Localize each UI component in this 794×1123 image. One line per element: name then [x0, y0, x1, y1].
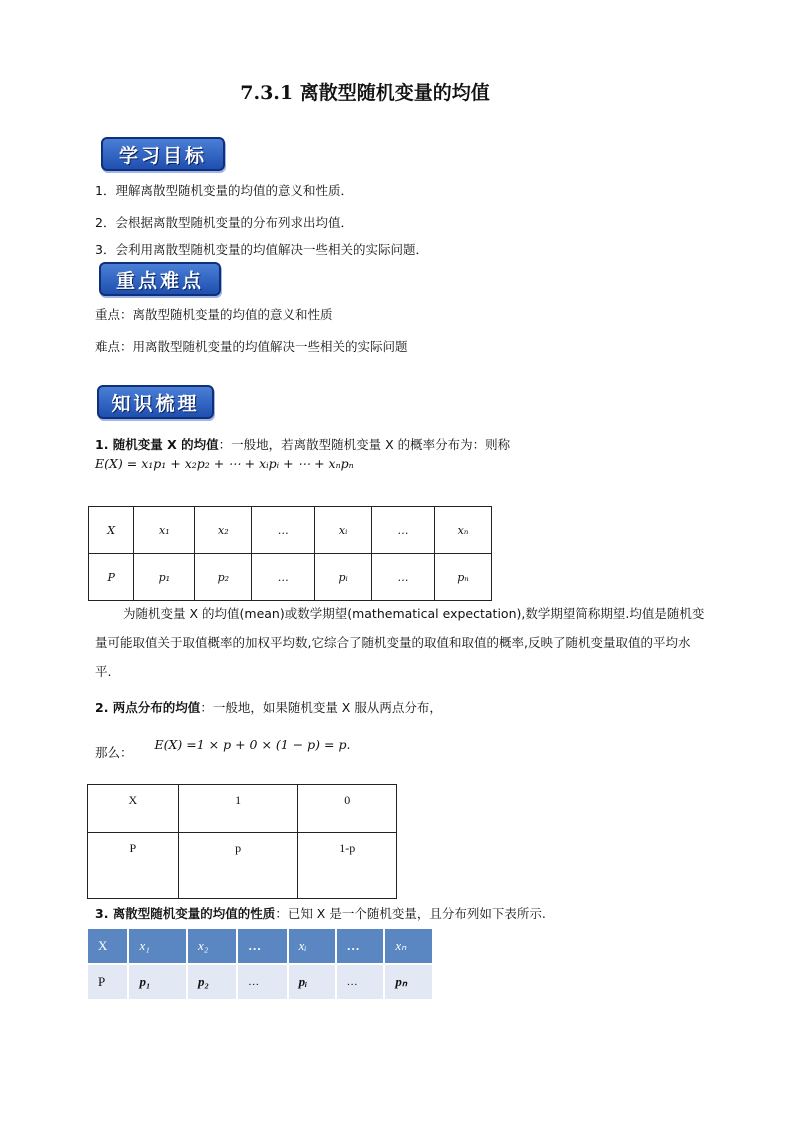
mean-definition-heading: 1. 随机变量 X 的均值: [95, 437, 219, 452]
mean-properties-heading: 3. 离散型随机变量的均值的性质: [95, 906, 276, 921]
table-cell: X: [89, 507, 134, 554]
table-cell: 1: [178, 785, 298, 833]
two-point-mean-heading: 2. 两点分布的均值: [95, 700, 201, 715]
table-cell: p₂: [195, 554, 252, 601]
table-row: [87, 964, 433, 1000]
mean-explanation-paragraph: 为随机变量 X 的均值(mean)或数学期望(mathematical expectation),数学期望简称期望.均值是随机变量可能取值关于取值概率的加权平均数,它综合了随机变量的取值和取值的概率,反映了随机变量取值的平均水平.: [95, 606, 705, 679]
two-point-formula: E(X) =1 × p + 0 × (1 − p) = p.: [154, 737, 351, 752]
table-row: [89, 554, 492, 601]
table-row: [87, 928, 433, 964]
table-cell: xₙ: [384, 928, 433, 964]
mean-definition-text: ：一般地，若离散型随机变量 X 的概率分布为：则称: [218, 437, 511, 452]
table-cell: X: [88, 785, 179, 833]
table-cell: 0: [298, 785, 397, 833]
table-cell: p₂: [187, 964, 237, 1000]
two-point-mean-text: ：一般地，如果随机变量 X 服从两点分布，: [200, 700, 442, 715]
key-points-badge: 重点难点: [99, 262, 221, 296]
table-cell: P: [89, 554, 134, 601]
table-cell: p: [178, 833, 298, 899]
table-cell: xₙ: [434, 507, 491, 554]
formula-prefix: 那么：: [95, 745, 133, 760]
table-cell: …: [336, 964, 385, 1000]
mean-properties-line: [95, 904, 546, 922]
table-cell: X: [87, 928, 128, 964]
table-cell: P: [88, 833, 179, 899]
table-cell: x₁: [134, 507, 195, 554]
table-cell: …: [237, 964, 287, 1000]
properties-table: [86, 927, 434, 1001]
table-cell: …: [336, 928, 385, 964]
difficulty-item: 难点：用离散型随机变量的均值解决一些相关的实际问题: [95, 339, 408, 354]
table-cell: pᵢ: [315, 554, 372, 601]
table-cell: p₁: [128, 964, 187, 1000]
goal-item-1: 1．理解离散型随机变量的均值的意义和性质．: [95, 183, 353, 198]
table-cell: p₁: [134, 554, 195, 601]
knowledge-review-badge: 知识梳理: [97, 385, 214, 419]
goal-item-3: 3．会利用离散型随机变量的均值解决一些相关的实际问题．: [95, 242, 428, 257]
key-point-item: 重点：离散型随机变量的均值的意义和性质: [95, 307, 333, 322]
table-row: [89, 507, 492, 554]
table-cell: pₙ: [434, 554, 491, 601]
mean-definition-line: [95, 435, 510, 453]
table-row: [88, 785, 397, 833]
goal-item-2: 2．会根据离散型随机变量的分布列求出均值．: [95, 215, 353, 230]
table-cell: …: [252, 554, 315, 601]
table-cell: …: [372, 507, 435, 554]
table-cell: x₁: [128, 928, 187, 964]
two-point-table: [87, 784, 397, 899]
table-cell: 1-p: [298, 833, 397, 899]
table-cell: …: [237, 928, 287, 964]
table-cell: xᵢ: [288, 928, 336, 964]
table-cell: P: [87, 964, 128, 1000]
table-cell: …: [372, 554, 435, 601]
table-cell: pₙ: [384, 964, 433, 1000]
table-cell: …: [252, 507, 315, 554]
mean-formula: E(X) = x₁p₁ + x₂p₂ + ⋯ + xᵢpᵢ + ⋯ + xₙpₙ: [95, 456, 354, 471]
page-title: 7.3.1 离散型随机变量的均值: [240, 82, 490, 104]
table-cell: x₂: [187, 928, 237, 964]
learning-goals-badge: 学习目标: [101, 137, 225, 171]
table-cell: pᵢ: [288, 964, 336, 1000]
distribution-table: [88, 506, 492, 601]
table-cell: xᵢ: [315, 507, 372, 554]
mean-properties-text: ：已知 X 是一个随机变量，且分布列如下表所示.: [275, 906, 546, 921]
table-cell: x₂: [195, 507, 252, 554]
two-point-formula-line: [95, 737, 351, 761]
table-row: [88, 833, 397, 899]
two-point-mean-line: [95, 698, 442, 716]
